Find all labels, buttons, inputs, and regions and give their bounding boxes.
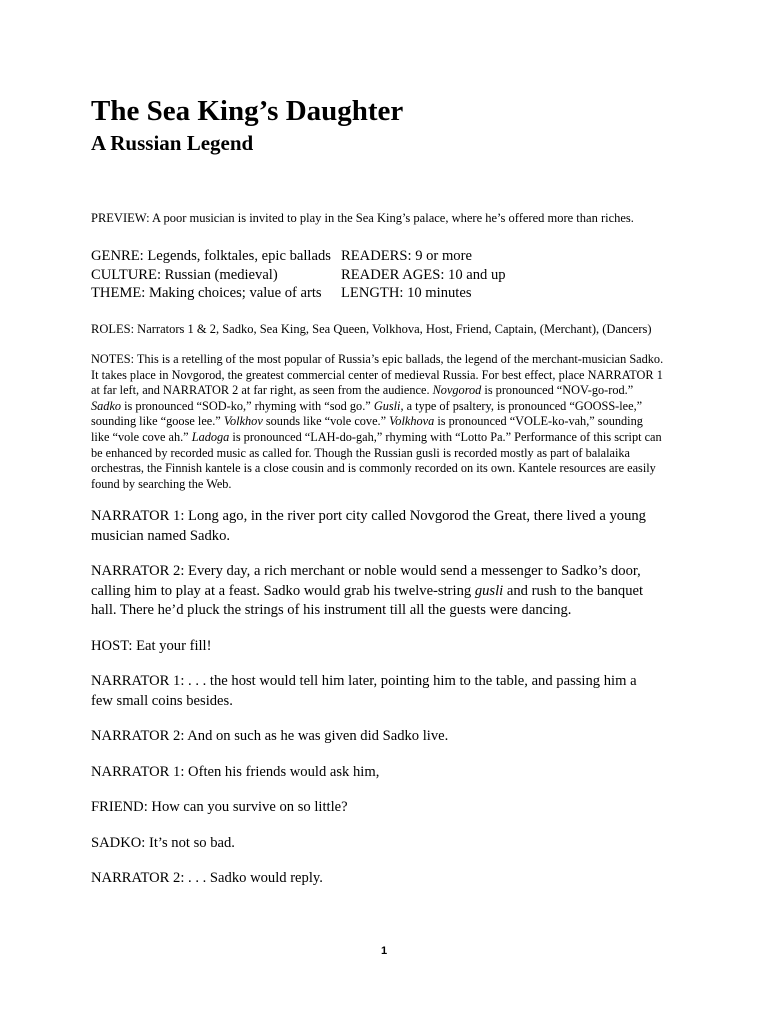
script-line: HOST: Eat your fill! [91, 637, 212, 654]
notes-text: sounds like “vole cove.” [265, 414, 387, 429]
notes-italic-term: Volkhov [223, 414, 263, 429]
notes-italic-term: Sadko [91, 398, 122, 413]
script-paragraph [91, 672, 691, 711]
document-title: The Sea King’s Daughter [91, 95, 404, 127]
script-line: few small coins besides. [91, 692, 233, 709]
script-block [91, 507, 691, 889]
notes-line [91, 430, 677, 446]
culture-text: CULTURE: Russian (medieval) [91, 266, 278, 283]
notes-text: is pronounced “NOV-go-rod.” [484, 383, 634, 398]
script-line: FRIEND: How can you survive on so little? [91, 799, 348, 815]
script-line: hall. There he’d pluck the strings of his instrument till all the guests were dancing. [91, 602, 572, 618]
notes-italic-term: Volkhova [389, 414, 435, 429]
page-number: 1 [380, 945, 388, 957]
script-line: NARRATOR 2: . . . Sadko would reply. [91, 870, 323, 886]
script-line: NARRATOR 1: . . . the host would tell him later, pointing him to the table, and passing him a [91, 673, 637, 689]
script-paragraph [91, 562, 691, 621]
script-paragraph [91, 507, 691, 546]
notes-line [91, 461, 677, 477]
notes-italic-term: Gusli, [373, 398, 404, 413]
notes-text: found by searching the Web. [91, 476, 232, 491]
notes-line [91, 352, 677, 368]
script-line: NARRATOR 1: Often his friends would ask him, [91, 763, 380, 780]
notes-text: be enhanced by recorded music as called for. Though the Russian gusli is recorded mostly as part of balalaika [91, 445, 630, 460]
script-text: and rush to the banquet [506, 582, 644, 599]
theme-text: THEME: Making choices; value of arts [91, 285, 322, 301]
notes-block [91, 352, 677, 492]
script-line: NARRATOR 2: And on such as he was given did Sadko live. [91, 728, 449, 744]
notes-line [91, 399, 677, 415]
readers-text: READERS: 9 or more [341, 248, 472, 264]
notes-text: a type of psaltery, is pronounced “GOOSS-lee,” [406, 398, 643, 413]
notes-text: at far left, and NARRATOR 2 at far right, as seen from the audience. [91, 383, 430, 398]
reader-ages-text: READER AGES: 10 and up [341, 266, 506, 283]
script-text: calling him to play at a feast. Sadko would grab his twelve-string [91, 582, 472, 599]
script-line: NARRATOR 2: Every day, a rich merchant or noble would send a messenger to Sadko’s door, [91, 563, 641, 579]
roles-text: ROLES: Narrators 1 & 2, Sadko, Sea King, Sea Queen, Volkhova, Host, Friend, Captain, (Merchant), (Dancers) [91, 322, 652, 336]
notes-text: is pronounced “VOLE-ko-vah,” sounding [437, 414, 643, 429]
script-line: NARRATOR 1: Long ago, in the river port city called Novgorod the Great, there lived a young [91, 508, 646, 524]
genre-text: GENRE: Legends, folktales, epic ballads [91, 248, 331, 264]
notes-text: like “vole cove ah.” [91, 429, 189, 444]
notes-line [91, 383, 677, 399]
notes-text: is pronounced “SOD-ko,” rhyming with “sod go.” [124, 398, 371, 413]
notes-italic-term: Novgorod [432, 383, 482, 398]
notes-line [91, 368, 677, 384]
notes-text: orchestras, the Finnish kantele is a close cousin and is commonly recorded on its own. Kantele resources are easily [91, 461, 656, 476]
script-line: SADKO: It’s not so bad. [91, 834, 235, 851]
notes-italic-term: Ladoga [191, 429, 230, 444]
notes-text: is pronounced “LAH-do-gah,” rhyming with “Lotto Pa.” Performance of this script can [232, 429, 662, 444]
notes-line [91, 414, 677, 430]
script-line: musician named Sadko. [91, 527, 231, 544]
notes-text: NOTES: This is a retelling of the most popular of Russia’s epic ballads, the legend of the merchant-musician Sadko. [91, 352, 664, 366]
notes-line [91, 446, 677, 462]
document-subtitle: A Russian Legend [91, 131, 254, 155]
notes-text: sounding like “goose lee.” [91, 414, 221, 429]
notes-text: It takes place in Novgorod, the greatest commercial center of medieval Russia. For best effect, place NARRATOR 1 [91, 367, 663, 382]
script-italic-term: gusli [474, 582, 504, 599]
length-text: LENGTH: 10 minutes [341, 285, 472, 301]
script-line [91, 582, 691, 602]
preview-text: PREVIEW: A poor musician is invited to play in the Sea King’s palace, where he’s offered more than riches. [91, 211, 634, 225]
notes-line [91, 477, 677, 493]
